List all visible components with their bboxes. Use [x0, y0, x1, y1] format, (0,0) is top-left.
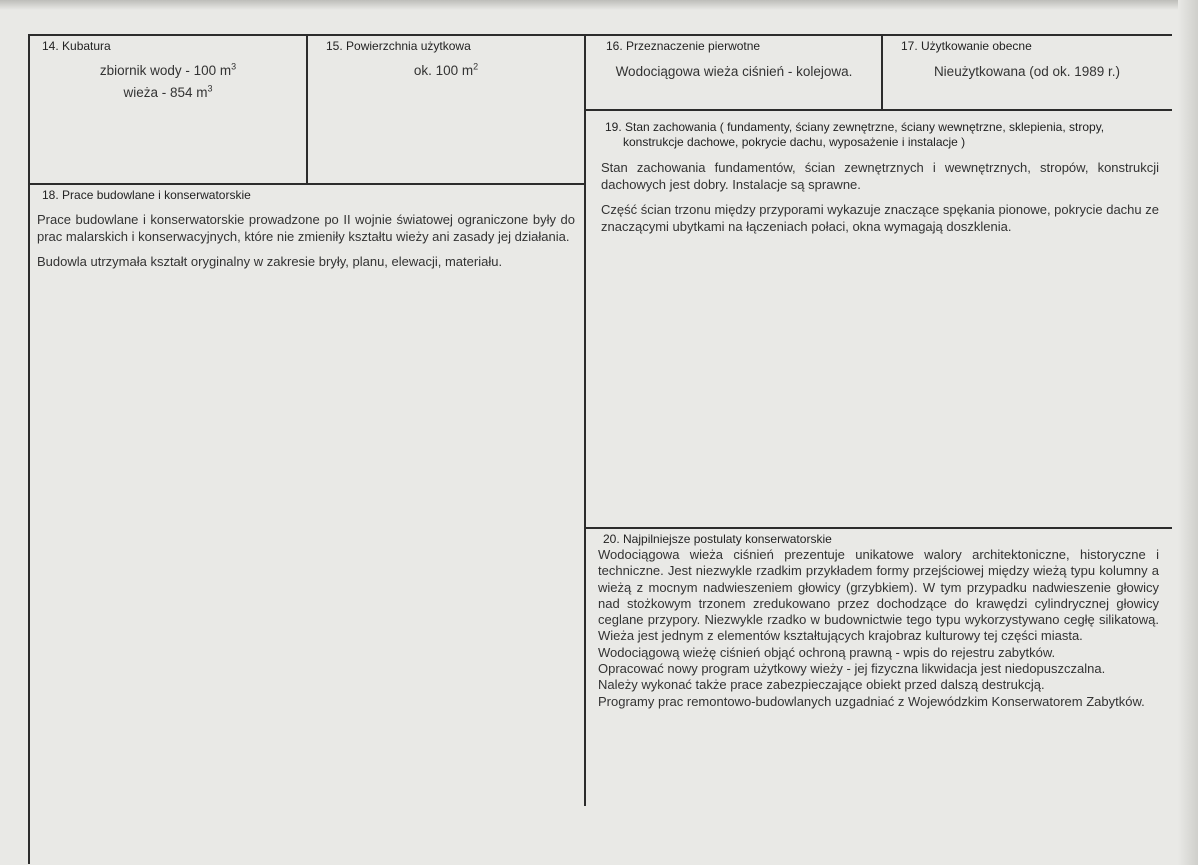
section-18-paragraph: Budowla utrzymała kształt oryginalny w zakresie bryły, planu, elewacji, materiału.: [37, 254, 503, 269]
section-19-paragraph: Część ścian trzonu między przyporami wykazuje znaczące spękania pionowe, pokrycie dachu ze znaczącymi ubytkami na łączeniach połaci, okna wymagają doszklenia.: [601, 202, 1159, 234]
section-20-paragraph: Wodociągową wieżę ciśnień objąć ochroną prawną - wpis do rejestru zabytków.: [598, 644, 1056, 660]
scan-right-edge: [1178, 0, 1198, 865]
section-20-paragraph: Programy prac remontowo-budowlanych uzgadniać z Wojewódzkim Konserwatorem Zabytków.: [598, 693, 1145, 709]
section-20-body: [598, 547, 1159, 710]
section-17-value: Nieużytkowana (od ok. 1989 r.): [933, 64, 1121, 79]
section-14-header: 14. Kubatura: [42, 39, 111, 53]
section-15-value: ok. 100 $m^2$: [413, 61, 479, 78]
rule-16-17: [881, 34, 883, 110]
section-19-body: [601, 160, 1159, 244]
section-16-value: Wodociągowa wieża ciśnień - kolejowa.: [615, 64, 853, 79]
section-20-header: 20. Najpilniejsze postulaty konserwatorskie: [603, 532, 832, 546]
section-20-paragraph: Wodociągowa wieża ciśnień prezentuje unikatowe walory architektoniczne, historyczne i techniczne. Jest niezwykle rzadkim przykładem formy przejściowej między wieżą typu kolumny a wieżą z mocnym nadwieszeniem głowicy (grzybkiem). W tym przypadku nadwieszenie głowicy nad stożkowym trzonem zredukowano przez dochodzące do krawędzi cylindrycznej głowicy ceglane przypory. Niezwykle rzadko w budownictwie tego typu wykorzystywano cegłę silikatową. Wieża jest jednym z elementów kształtujących krajobraz kulturowy tej części miasta.: [598, 547, 1159, 644]
section-16-header: 16. Przeznaczenie pierwotne: [606, 39, 761, 53]
cubature-tank: zbiornik wody - 100 $m^3$: [99, 61, 237, 78]
section-20-paragraph: Opracować nowy program użytkowy wieży - jej fizyczna likwidacja jest niedopuszczalna.: [598, 661, 1106, 677]
section-15-header: 15. Powierzchnia użytkowa: [326, 39, 471, 53]
section-19-header: 19. Stan zachowania ( fundamenty, ściany zewnętrzne, ściany wewnętrzne, sklepienia, stropy, konstrukcje dachowe, pokrycie dachu, wyposażenie i instalacje ): [605, 120, 1105, 149]
scan-top-edge: [0, 0, 1198, 10]
section-20-paragraph: Należy wykonać także prace zabezpieczające obiekt przed dalszą destrukcją.: [598, 677, 1045, 693]
section-19-paragraph: Stan zachowania fundamentów, ścian zewnętrznych i wewnętrznych, stropów, konstrukcji dachowych jest dobry. Instalacje są sprawne.: [601, 160, 1159, 192]
rule-top: [28, 34, 1172, 36]
rule-14-15: [306, 34, 308, 184]
section-18-header: 18. Prace budowlane i konserwatorskie: [42, 188, 251, 202]
section-18-body: [37, 212, 575, 280]
section-18-paragraph: Prace budowlane i konserwatorskie prowadzone po II wojnie światowej ograniczone były do prac malarskich i konserwacyjnych, które nie zmieniły kształtu wieży ani zasady jej działania.: [37, 212, 575, 244]
cubature-tower: wieża - 854 $m^3$: [123, 83, 213, 100]
rule-under-16-17: [586, 109, 1172, 111]
rule-left: [28, 34, 30, 864]
section-14-value: [30, 60, 306, 104]
section-17-header: 17. Użytkowanie obecne: [901, 39, 1032, 53]
rule-above-20: [586, 527, 1172, 529]
rule-middle: [584, 34, 586, 806]
